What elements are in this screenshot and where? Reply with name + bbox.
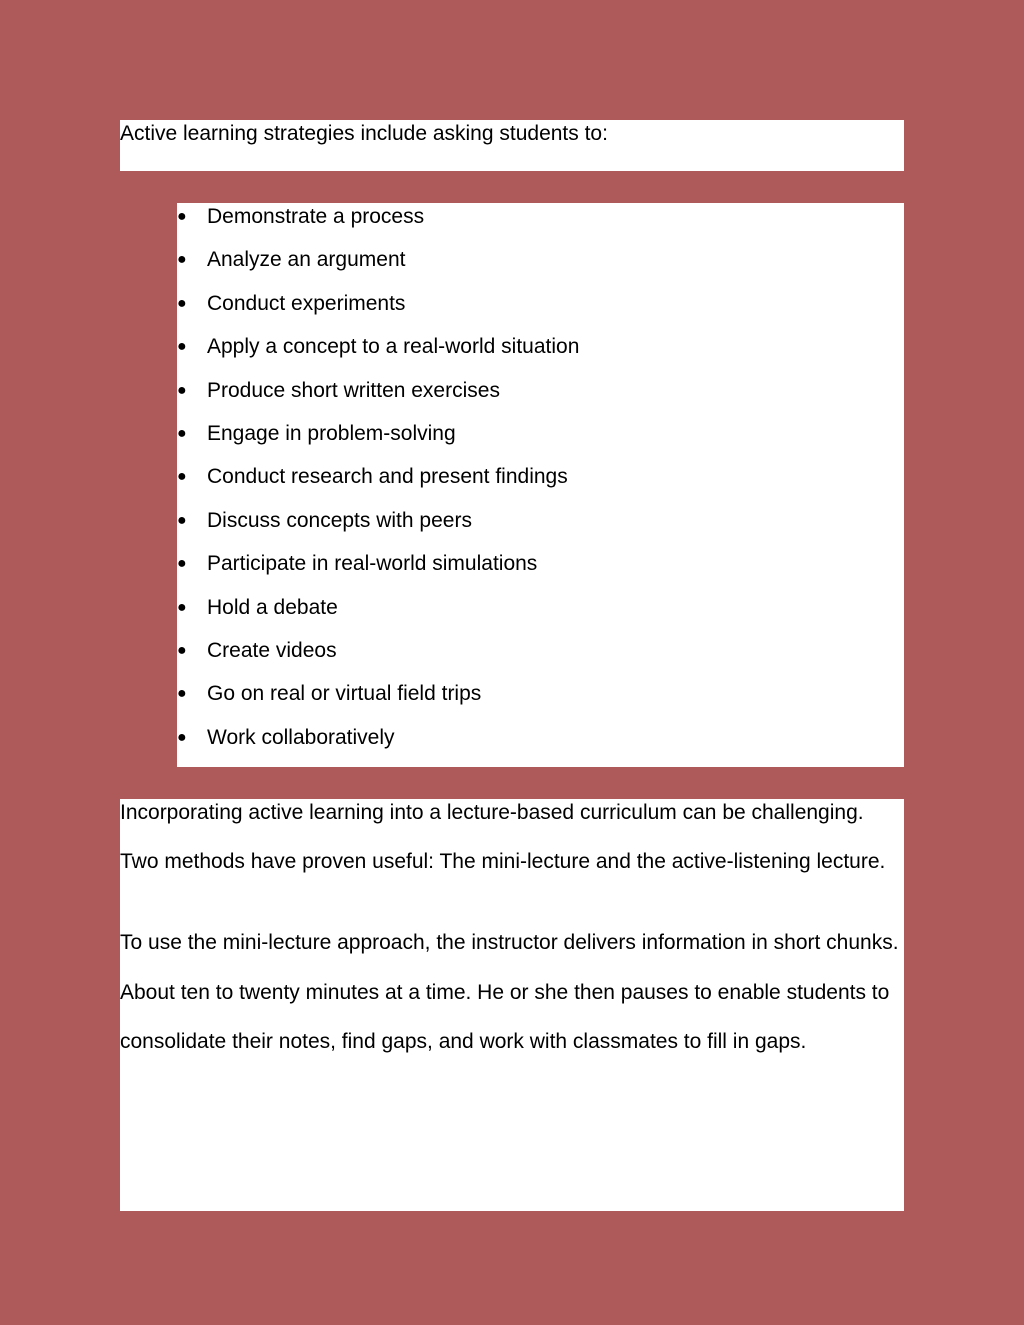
bullet-icon: ● (177, 208, 187, 225)
intro-text: Active learning strategies include asking students to: (120, 122, 608, 145)
list-item (177, 420, 904, 463)
list-item-text: Work collaboratively (207, 725, 395, 749)
bullet-icon: ● (177, 381, 187, 399)
bullet-icon: ● (177, 685, 187, 703)
list-item (177, 463, 904, 506)
list-item-text: Produce short written exercises (207, 378, 500, 402)
paragraph-mini-lecture: To use the mini-lecture approach, the instructor delivers information in short chunks. About ten to twenty minutes at a time. He or she then pauses to enable students to consolidate their notes, find gaps, and work with classmates to fill in gaps. (120, 931, 899, 1053)
list-item-text: Hold a debate (207, 595, 338, 619)
list-item-text: Participate in real-world simulations (207, 552, 538, 576)
bullet-icon: ● (177, 511, 187, 529)
list-item-text: Conduct research and present findings (207, 465, 568, 489)
list-item (177, 680, 904, 723)
bullet-icon: ● (177, 598, 187, 616)
intro-box (120, 120, 904, 171)
list-item-text: Create videos (207, 638, 337, 662)
list-item-text: Demonstrate a process (207, 205, 425, 228)
strategies-list-box (177, 203, 904, 767)
list-item (177, 290, 904, 333)
bullet-icon: ● (177, 424, 187, 442)
list-item (177, 203, 904, 246)
list-item (177, 246, 904, 289)
bullet-icon: ● (177, 294, 187, 312)
list-item-text: Discuss concepts with peers (207, 508, 472, 532)
bullet-icon: ● (177, 555, 187, 573)
bullet-icon: ● (177, 338, 187, 356)
list-item (177, 637, 904, 680)
body-text-box (120, 799, 904, 1211)
paragraph-active-learning: Incorporating active learning into a lecture-based curriculum can be challenging. Two methods have proven useful: The mini-lecture and the active-listening lecture. (120, 801, 886, 874)
list-item (177, 377, 904, 420)
list-item-text: Go on real or virtual field trips (207, 682, 482, 706)
strategies-list (177, 203, 904, 767)
list-item-text: Engage in problem-solving (207, 421, 456, 445)
bullet-icon: ● (177, 251, 187, 269)
bullet-icon: ● (177, 728, 187, 746)
list-item (177, 594, 904, 637)
bullet-icon: ● (177, 641, 187, 659)
list-item (177, 507, 904, 550)
bullet-icon: ● (177, 468, 187, 486)
list-item (177, 550, 904, 593)
list-item-text: Apply a concept to a real-world situation (207, 335, 580, 359)
list-item (177, 724, 904, 767)
list-item-text: Analyze an argument (207, 248, 406, 272)
list-item-text: Conduct experiments (207, 291, 406, 315)
list-item (177, 333, 904, 376)
